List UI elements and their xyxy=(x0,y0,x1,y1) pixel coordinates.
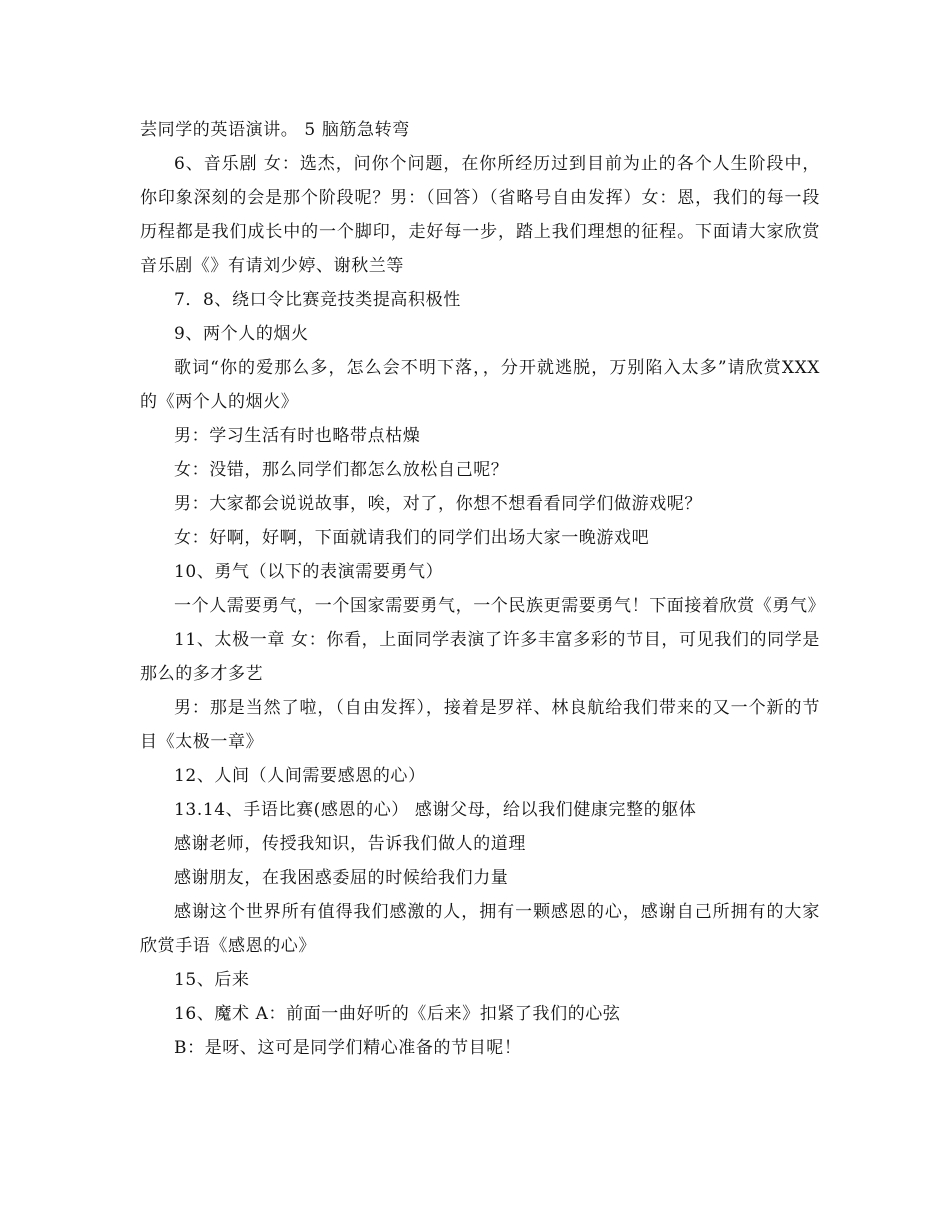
paragraph-6: 男：学习生活有时也略带点枯燥 xyxy=(174,426,421,446)
paragraph-13: 男：那是当然了啦，（自由发挥），接着是罗祥、林良航给我们带来的又一个新的节目《太极一章》 xyxy=(140,698,820,752)
paragraph-12: 11、太极一章 女：你看，上面同学表演了许多丰富多彩的节目，可见我们的同学是那么的多才多艺 xyxy=(140,630,820,684)
paragraph-11: 一个人需要勇气，一个国家需要勇气，一个民族更需要勇气！下面接着欣赏《勇气》 xyxy=(174,596,826,616)
paragraph-4: 9、两个人的烟火 xyxy=(174,324,309,344)
paragraph-21: B：是呀、这可是同学们精心准备的节目呢！ xyxy=(174,1038,522,1058)
paragraph-1: 芸同学的英语演讲。 5 脑筋急转弯 xyxy=(140,120,410,140)
paragraph-2: 6、音乐剧 女：选杰，问你个问题，在你所经历过到目前为止的各个人生阶段中，你印象深刻的会是那个阶段呢？男：（回答）（省略号自由发挥）女：恩，我们的每一段历程都是我们成长中的一个脚印，走好每一步，踏上我们理想的征程。下面请大家欣赏音乐剧《》有请刘少婷、谢秋兰等 xyxy=(140,154,820,276)
paragraph-18: 感谢这个世界所有值得我们感激的人，拥有一颗感恩的心，感谢自己所拥有的大家欣赏手语《感恩的心》 xyxy=(140,902,820,956)
paragraph-14: 12、人间（人间需要感恩的心） xyxy=(174,766,426,786)
paragraph-5: 歌词“你的爱那么多，怎么会不明下落，，分开就逃脱，万别陷入太多”请欣赏XXX的《两个人的烟火》 xyxy=(140,358,820,412)
paragraph-10: 10、勇气（以下的表演需要勇气） xyxy=(174,562,444,582)
paragraph-19: 15、后来 xyxy=(174,970,250,990)
paragraph-16: 感谢老师，传授我知识，告诉我们做人的道理 xyxy=(174,834,526,854)
paragraph-17: 感谢朋友，在我困惑委屈的时候给我们力量 xyxy=(174,868,509,888)
paragraph-9: 女：好啊，好啊，下面就请我们的同学们出场大家一晚游戏吧 xyxy=(174,528,650,548)
paragraph-8: 男：大家都会说说故事，唉，对了，你想不想看看同学们做游戏呢？ xyxy=(174,494,702,514)
paragraph-15: 13.14、手语比赛(感恩的心） 感谢父母，给以我们健康完整的躯体 xyxy=(174,800,697,820)
paragraph-20: 16、魔术 A：前面一曲好听的《后来》扣紧了我们的心弦 xyxy=(174,1004,621,1024)
document-body xyxy=(140,113,826,1065)
paragraph-7: 女：没错，那么同学们都怎么放松自己呢？ xyxy=(174,460,509,480)
paragraph-3: 7．8、绕口令比赛竞技类提高积极性 xyxy=(174,290,461,310)
